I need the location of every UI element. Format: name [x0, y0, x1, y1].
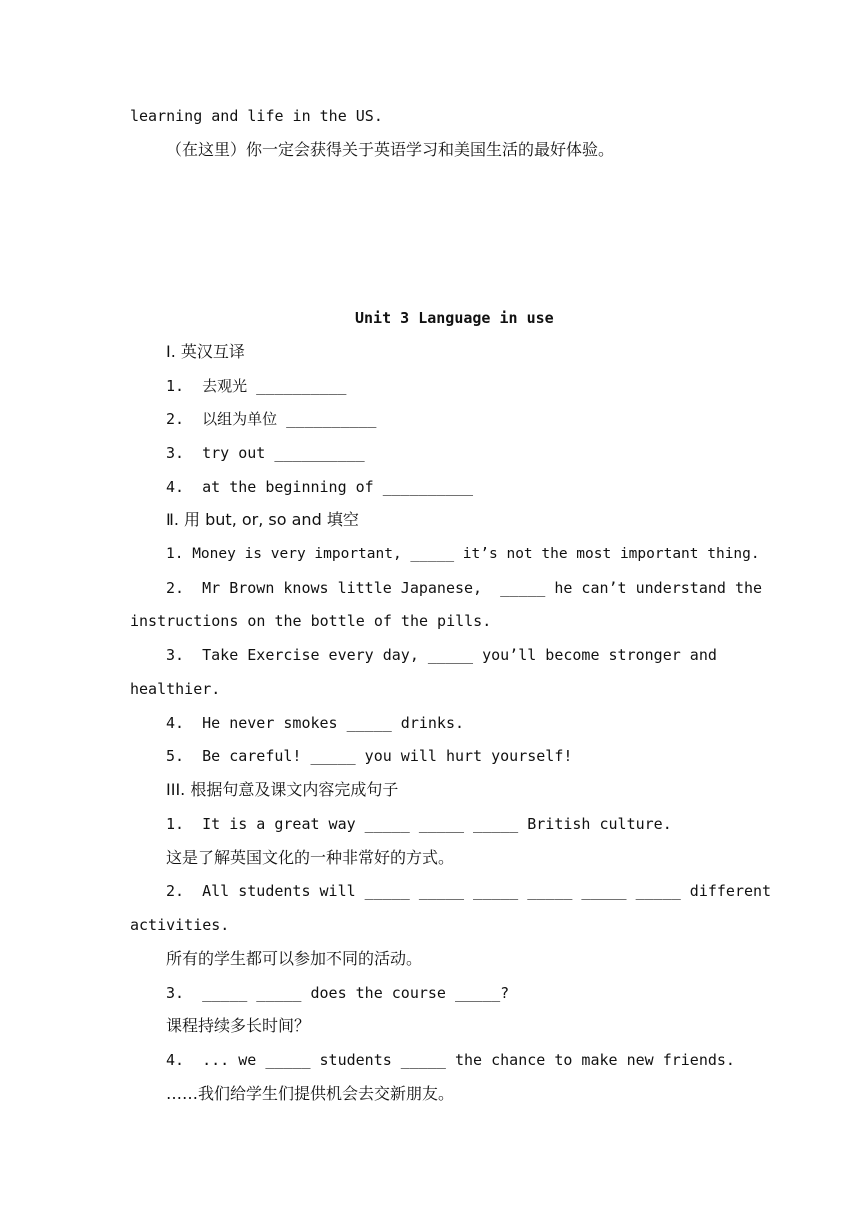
section3-item-2: 2. All students will _____ _____ _____ _____ _____ _____ different: [166, 882, 772, 900]
section2-item-5: 5. Be careful! _____ you will hurt yourself!: [166, 747, 573, 765]
unit-title: Unit 3 Language in use: [355, 309, 554, 327]
section1-item-3: 3. try out __________: [166, 444, 365, 462]
intro-chinese-line: （在这里）你一定会获得关于英语学习和美国生活的最好体验。: [166, 140, 615, 159]
section3-item-4-translation: ……我们给学生们提供机会去交新朋友。: [166, 1084, 455, 1103]
section3-item-1: 1. It is a great way _____ _____ _____ British culture.: [166, 815, 672, 833]
section3-item-1-translation: 这是了解英国文化的一种非常好的方式。: [166, 848, 455, 867]
section2-item-2: 2. Mr Brown knows little Japanese, _____ he can’t understand the: [166, 579, 763, 597]
section2-item-4: 4. He never smokes _____ drinks.: [166, 714, 465, 732]
section3-item-3-translation: 课程持续多长时间？: [166, 1016, 311, 1035]
section1-item-1: 1. 去观光 __________: [166, 377, 347, 395]
section3-item-3: 3. _____ _____ does the course _____?: [166, 984, 510, 1002]
section2-heading: Ⅱ. 用 but, or, so and 填空: [166, 510, 359, 529]
section2-item-3-cont: healthier.: [130, 680, 221, 698]
section1-item-2: 2. 以组为单位 __________: [166, 410, 377, 428]
section2-item-3: 3. Take Exercise every day, _____ you’ll become stronger and: [166, 646, 717, 664]
section2-item-1: 1. Money is very important, _____ it’s not the most important thing.: [166, 546, 760, 562]
section1-heading: Ⅰ. 英汉互译: [166, 342, 245, 361]
section1-item-4: 4. at the beginning of __________: [166, 478, 474, 496]
intro-english-line: learning and life in the US.: [130, 107, 383, 125]
section3-item-2-cont: activities.: [130, 916, 230, 934]
section2-item-2-cont: instructions on the bottle of the pills.: [130, 612, 492, 630]
section3-item-4: 4. ... we _____ students _____ the chance to make new friends.: [166, 1051, 735, 1069]
section3-heading: III. 根据句意及课文内容完成句子: [166, 780, 399, 799]
section3-item-2-translation: 所有的学生都可以参加不同的活动。: [166, 949, 423, 968]
